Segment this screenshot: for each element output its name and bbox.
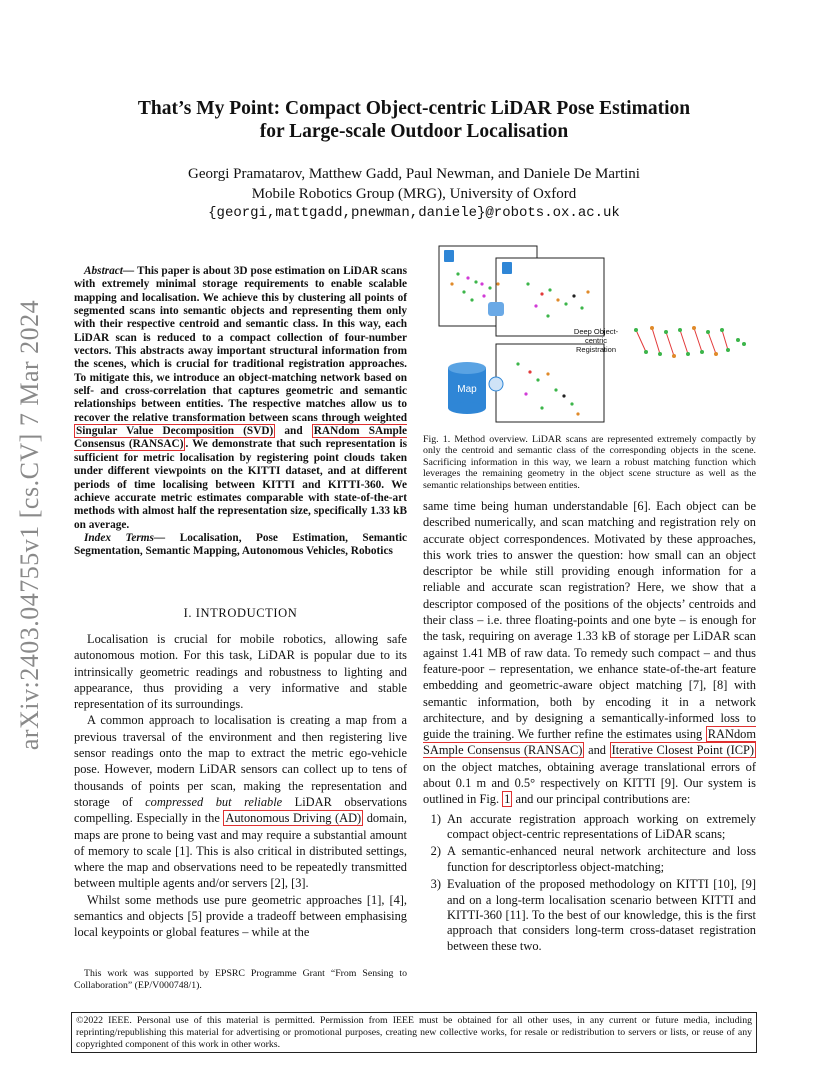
scan-frame-3 <box>496 344 604 422</box>
registration-label-2: centric <box>584 336 608 345</box>
link-svd[interactable]: Singular Value Decomposition (SVD) <box>76 425 274 438</box>
index-terms <box>74 532 407 559</box>
author-emails: {georgi,mattgadd,pnewman,daniele}@robots.ox.ac.uk <box>208 205 620 221</box>
figure-1 <box>438 244 756 424</box>
registration-result <box>634 326 746 358</box>
link-ransac-abstract[interactable]: RANdom SAmple Consensus (RANSAC) <box>74 425 407 451</box>
map-label: Map <box>457 384 477 395</box>
intro-paragraph-2 <box>74 712 407 891</box>
title-line-2: for Large-scale Outdoor Localisation <box>259 121 569 142</box>
abstract-text-b: and <box>275 425 312 438</box>
index-terms-label: Index Terms— <box>84 531 166 544</box>
right-p1-c: on the object matches, obtaining average translational errors of about 0.1 m and 0.5° respectively on KITTI [9]. Our system is outlined in Fig. <box>423 759 756 807</box>
paper-title <box>60 97 768 143</box>
search-icon <box>489 377 503 391</box>
section-heading-introduction: I. INTRODUCTION <box>183 606 298 620</box>
list-item-number: 1) <box>430 811 441 826</box>
list-item-text: An accurate registration approach working on extremely compact object-centric representations of LiDAR scans; <box>447 811 756 842</box>
figure-1-caption: Fig. 1. Method overview. LiDAR scans are represented extremely compactly by only the centroid and semantic class of the corresponding objects in the scene. Sacrificing information in this way, we learn a robust matching function which leverages the remaining geometry in the object scene structure as well as the semantic relationships between entities. <box>423 434 756 491</box>
funding-footnote <box>74 968 407 992</box>
funding-footnote-text: This work was supported by EPSRC Programme Grant “From Sensing to Collaboration” (EP/V000748/1). <box>74 968 407 991</box>
abstract-paragraph <box>74 265 407 532</box>
list-item-number: 2) <box>430 844 441 859</box>
list-item <box>423 812 756 843</box>
registration-label-1: Deep Object- <box>573 327 619 336</box>
scan-frame-2 <box>496 258 604 336</box>
author-names: Georgi Pramatarov, Matthew Gadd, Paul Newman, and Daniele De Martini <box>188 166 640 182</box>
intro-p2-c: domain, maps are prone to being vast and may require a substantial amount of memory to scale [1]. This is also critical in distributed settings, where the map and observations need to be repeatedly transmitted between multiple agents and/or servers [2], [3]. <box>74 811 407 891</box>
list-item <box>423 844 756 875</box>
link-autonomous-driving[interactable]: Autonomous Driving (AD) <box>225 811 362 826</box>
intro-p2-a: A common approach to localisation is creating a map from a previous traversal of the environment and then registering live sensor readings onto the map to extract the metric ego-vehicle pose. However, modern LiDAR sensors can collect up to tens of thousands of points per scan, making the representation and storage of <box>74 713 407 809</box>
figure-1-illustration <box>438 244 756 424</box>
introduction-text <box>74 631 407 941</box>
registration-label-3: Registration <box>575 345 617 354</box>
link-figure-1[interactable]: 1 <box>504 792 511 807</box>
copyright-notice: ©2022 IEEE. Personal use of this material is permitted. Permission from IEEE must be obtained for all other uses, in any current or future media, including reprinting/republishing this material for advertising or promotional purposes, creating new collective works, for resale or redistribution to servers or lists, or reuse of any copyrighted component of this work in other works. <box>71 1012 757 1053</box>
list-item-text: A semantic-enhanced neural network architecture and loss function for descriptorless object-matching; <box>447 844 756 874</box>
abstract-label: Abstract— <box>84 265 135 277</box>
intro-paragraph-3: Whilst some methods use pure geometric approaches [1], [4], semantics and objects [5] provide a tradeoff between emphasising local keypoints or global features – while at the <box>74 892 407 940</box>
abstract-text-a: This paper is about 3D pose estimation on LiDAR scans with extremely minimal storage requirements to enable scalable mapping and localisation. We achieve this by clustering all points of segmented scans into semantic objects and representing them only with their respective centroid and semantic class. In this way, each LiDAR scan is reduced to a compact collection of four-number vectors. This abstracts away important structural information from the scenes, which is crucial for traditional registration approaches. To mitigate this, we introduce an object-matching network based on self- and cross-correlation that captures geometric and semantic relationships between entities. The respective matches allow us to recover the relative transformation between scans through weighted <box>74 265 407 424</box>
title-line-1: That’s My Point: Compact Object-centric LiDAR Pose Estimation <box>137 98 691 119</box>
document-icon <box>488 302 504 316</box>
intro-p2-emphasis: compressed but reliable <box>145 794 283 809</box>
right-p1-b: and <box>584 743 610 758</box>
intro-paragraph-1: Localisation is crucial for mobile robotics, allowing safe autonomous motion. For this task, LiDAR is popular due to its intrinsically geometric readings and robustness to lighting and appearance, thus providing a very informative and stable representation of its surroundings. <box>74 632 407 712</box>
link-ransac[interactable]: RANdom SAmple Consensus (RANSAC) <box>423 727 756 758</box>
right-p1-d: and our principal contributions are: <box>512 792 691 807</box>
right-p1-a: same time being human understandable [6]. Each object can be described numerically, and scan matching and registration rely on accurate object correspondences. Motivated by these approaches, this work tries to answer the question: how small can an object descriptor be while still providing enough information for a reliable and accurate scan registration? Here, we show that a descriptor composed of the positions of the objects’ centroids and their class – i.e. three floating-points and one byte – is enough for the task, requiring on average 1.33 kB of storage per LiDAR scan against 1.41 MB of raw data. To remedy such compact – and thus feature-poor – representation, we enhance state-of-the-art feature embedding and geometric-aware object matching [7], [8] with semantic information, both by encoding it in a network architecture, and by designing a semantically-informed loss to guide the training. We further refine the estimates using <box>423 499 756 742</box>
scan-file-icon-2 <box>502 262 512 274</box>
list-item <box>423 877 756 954</box>
introduction-continued <box>423 498 756 956</box>
list-item-number: 3) <box>430 877 441 892</box>
arxiv-stamp <box>10 290 50 760</box>
contributions-list <box>423 812 756 955</box>
author-block <box>60 165 768 224</box>
list-item-text: Evaluation of the proposed methodology on KITTI [10], [9] and on a long-term localisation scenario between KITTI and KITTI-360 [11]. To the best of our knowledge, this is the first approach that considers long-term cross-dataset registration between these two. <box>447 877 756 953</box>
right-paragraph-1 <box>423 498 756 808</box>
author-affiliation: Mobile Robotics Group (MRG), University of Oxford <box>251 185 577 202</box>
abstract <box>74 265 407 559</box>
intro-p2-b: LiDAR observations compelling. Especially in the <box>74 794 407 826</box>
abstract-text-c: . We demonstrate that such representation is sufficient for metric localisation by registering point clouds taken under different viewpoints on the KITTI dataset, and at different periods of time localising between KITTI and KITTI-360. We achieve accurate metric estimates comparable with state-of-the-art methods with almost half the representation size, specifically 1.33 kB on average. <box>74 438 407 531</box>
scan-file-icon-1 <box>444 250 454 262</box>
link-icp[interactable]: Iterative Closest Point (ICP) <box>611 743 754 758</box>
index-terms-text: Localisation, Pose Estimation, Semantic Segmentation, Semantic Mapping, Autonomous Vehicles, Robotics <box>74 531 407 558</box>
arxiv-stamp-text: arXiv:2403.04755v1 [cs.CV] 7 Mar 2024 <box>15 299 44 751</box>
